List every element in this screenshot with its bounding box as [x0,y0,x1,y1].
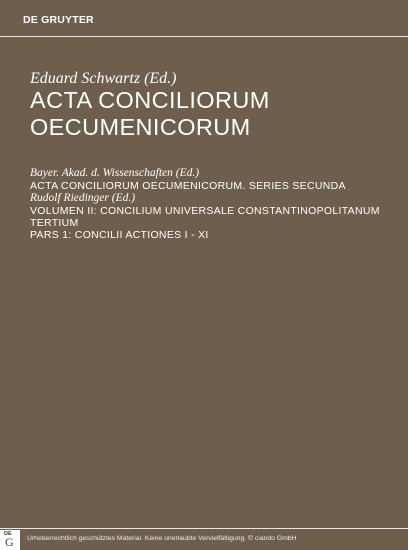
volume-title-line-2: TERTIUM [30,217,79,229]
series-title: ACTA CONCILIORUM OECUMENICORUM. SERIES SECUNDA [30,180,346,192]
de-gruyter-logo [0,530,20,550]
main-title-line-1: ACTA CONCILIORUM [30,87,270,113]
logo-g-letter: G [5,535,14,549]
main-title-line-2: OECUMENICORUM [30,114,251,140]
series-editor: Bayer. Akad. d. Wissenschaften (Ed.) [30,167,200,179]
volume-editor: Rudolf Riedinger (Ed.) [30,192,136,204]
publisher-name: DE GRUYTER [23,14,94,26]
volume-title-line-1: VOLUMEN II: CONCILIUM UNIVERSALE CONSTANTINOPOLITANUM [30,205,380,217]
bottom-divider [0,528,408,529]
series-info [30,167,395,241]
main-title [30,87,390,141]
copyright-notice: Urheberrechtlich geschütztes Material. Keine unerlaubte Vervielfältigung. © ciando GmbH [27,535,297,542]
part-title: PARS 1: CONCILII ACTIONES I - XI [30,229,209,241]
main-editor: Eduard Schwartz (Ed.) [30,70,177,87]
top-divider [0,36,408,37]
logo-de-text: DE [4,531,12,537]
